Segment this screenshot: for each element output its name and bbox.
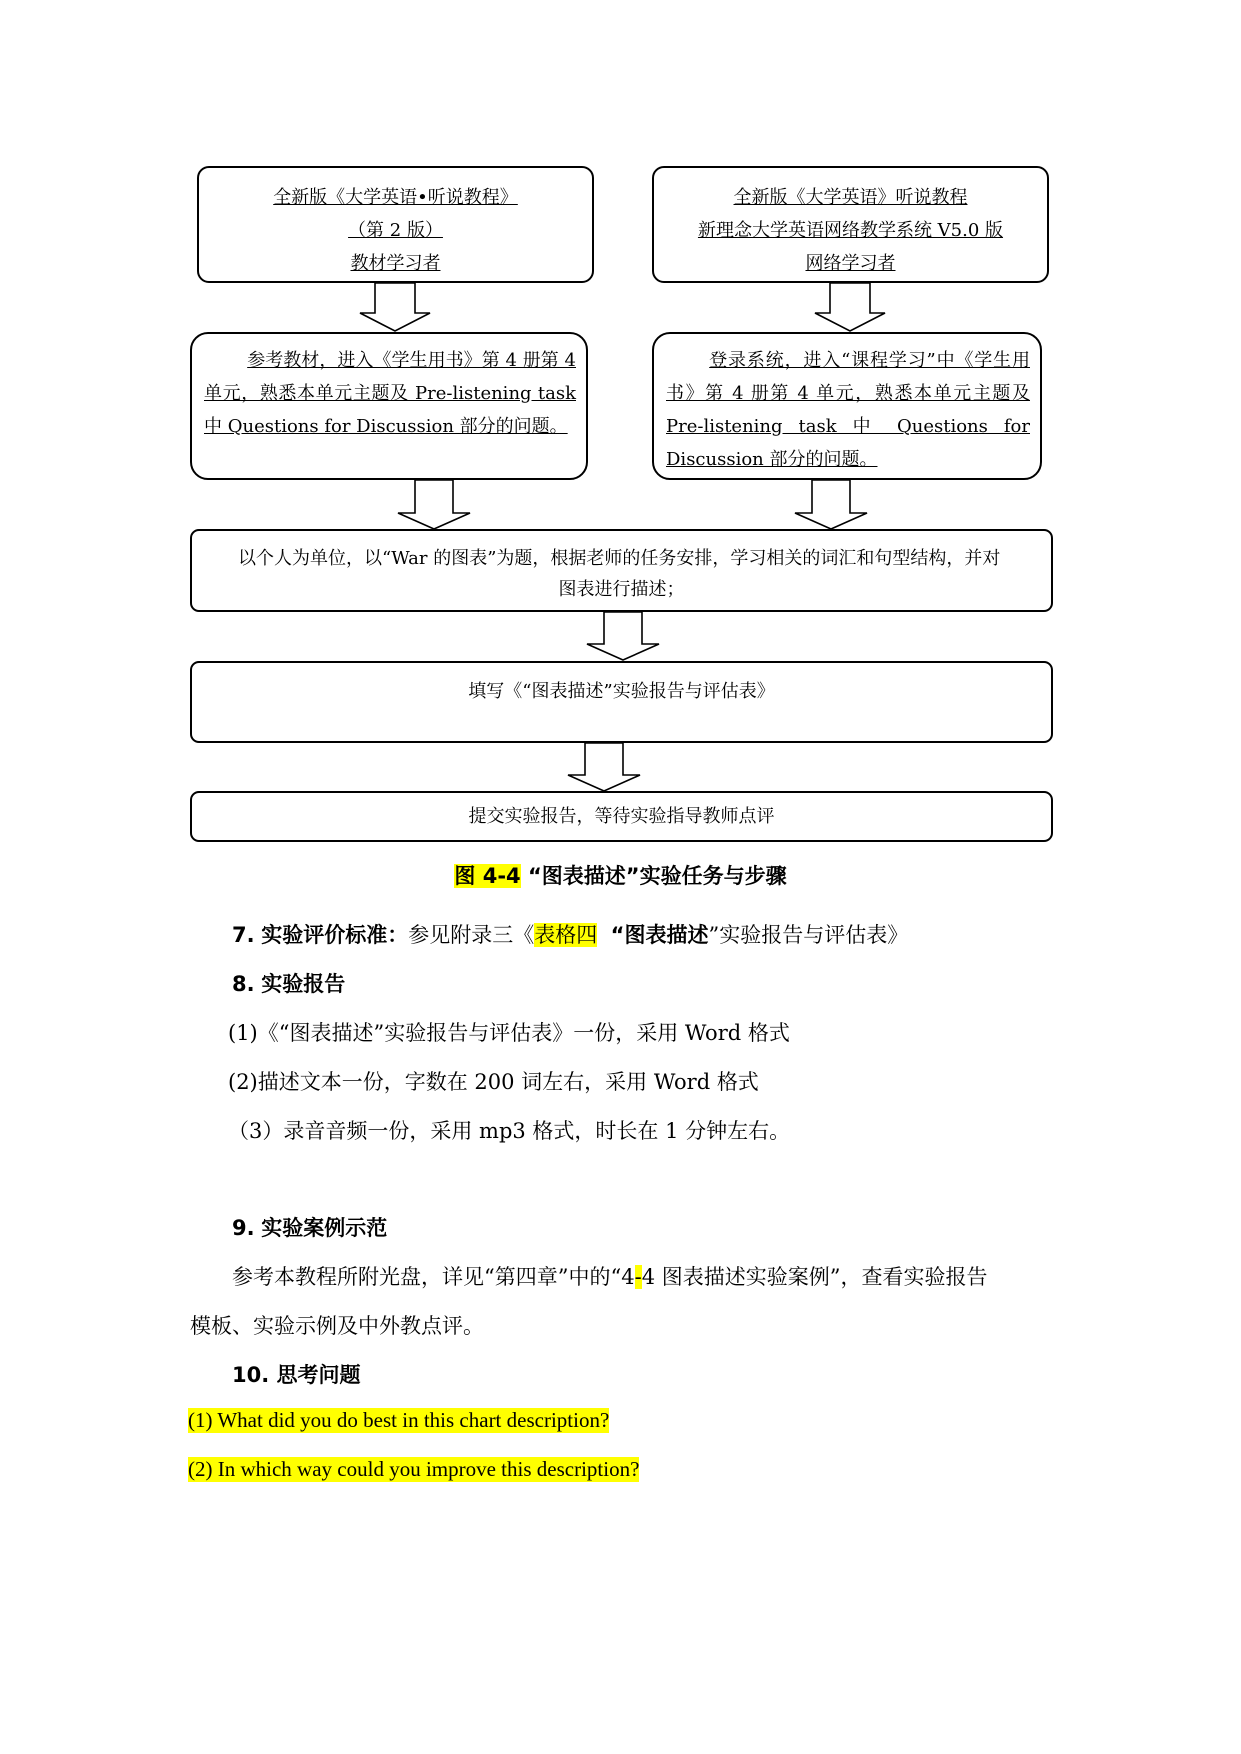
figure-caption — [0, 860, 1241, 890]
question-2: (2) In which way could you improve this description? — [188, 1457, 640, 1481]
down-arrow-icon — [795, 480, 867, 530]
chart-description-task-box — [190, 529, 1053, 612]
section-8-label: 实验报告 — [261, 972, 346, 996]
textbook-step-box — [190, 332, 588, 480]
fill-report-box — [190, 661, 1053, 743]
section-8-item-1: (1)《“图表描述”实验报告与评估表》一份，采用 Word 格式 — [228, 1021, 790, 1045]
down-arrow-icon — [815, 283, 885, 333]
online-course-title: 全新版《大学英语》听说教程 — [733, 187, 968, 208]
fill-report-text: 填写《“图表描述”实验报告与评估表》 — [468, 681, 775, 702]
down-arrow-icon — [360, 283, 430, 333]
section-7-text-end: ”实验报告与评估表》 — [708, 923, 909, 947]
textbook-title: 全新版《大学英语•听说教程》 — [273, 187, 518, 208]
down-arrow-icon — [568, 743, 640, 793]
question-1: (1) What did you do best in this chart description? — [188, 1408, 610, 1432]
textbook-step-text: 参考教材，进入《学生用书》第 4 册第 4 单元，熟悉本单元主题及 Pre-listening task 中 Questions for Discussion 部分的问题。 — [204, 350, 576, 437]
section-8-number: 8. — [232, 972, 255, 996]
section-9-paragraph-line1: 参考本教程所附光盘，详见“第四章”中的“4-4 图表描述实验案例”，查看实验报告 — [232, 1265, 988, 1289]
section-9-heading — [232, 1212, 387, 1242]
section-8-item-2: (2)描述文本一份，字数在 200 词左右，采用 Word 格式 — [228, 1070, 759, 1094]
section-7-number: 7. — [232, 923, 255, 947]
section-7-line — [232, 919, 908, 949]
textbook-edition: （第 2 版） — [348, 220, 443, 241]
submit-report-box — [190, 791, 1053, 842]
online-step-box — [652, 332, 1042, 480]
online-learner-label: 网络学习者 — [805, 253, 896, 274]
textbook-learner-box — [197, 166, 594, 283]
section-7-label: 实验评价标准： — [261, 923, 409, 947]
figure-number: 图 4-4 — [454, 864, 521, 888]
down-arrow-icon — [587, 612, 659, 662]
section-8-heading — [232, 968, 345, 998]
section-9-paragraph-line2: 模板、实验示例及中外教点评。 — [190, 1314, 484, 1338]
section-7-table-ref: 表格四 — [534, 923, 598, 947]
section-10-heading: 10. 思考问题 — [232, 1363, 361, 1387]
submit-report-text: 提交实验报告，等待实验指导教师点评 — [468, 806, 775, 827]
online-system-name: 新理念大学英语网络教学系统 V5.0 版 — [697, 220, 1004, 241]
task-description-line2: 图表进行描述； — [558, 579, 685, 600]
online-learner-box — [652, 166, 1049, 283]
figure-title: “图表描述”实验任务与步骤 — [520, 864, 787, 888]
section-7-text: 参见附录三《 — [408, 923, 535, 947]
section-8-item-3: （3）录音音频一份，采用 mp3 格式，时长在 1 分钟左右。 — [228, 1119, 791, 1143]
textbook-learner-label: 教材学习者 — [350, 253, 441, 274]
section-7-bold-ref: “图表描述 — [610, 923, 709, 947]
highlighted-dash: - — [634, 1265, 642, 1289]
online-step-text: 登录系统，进入“课程学习”中《学生用书》第 4 册第 4 单元，熟悉本单元主题及 Pre-listening task 中 Questions for Discussion 部分的问题。 — [666, 350, 1030, 470]
down-arrow-icon — [398, 480, 470, 530]
task-description-line1: 以个人为单位，以“War 的图表”为题，根据老师的任务安排，学习相关的词汇和句型结构，并对 — [238, 548, 1001, 569]
section-9-label: 实验案例示范 — [261, 1216, 388, 1240]
section-9-number: 9. — [232, 1216, 255, 1240]
